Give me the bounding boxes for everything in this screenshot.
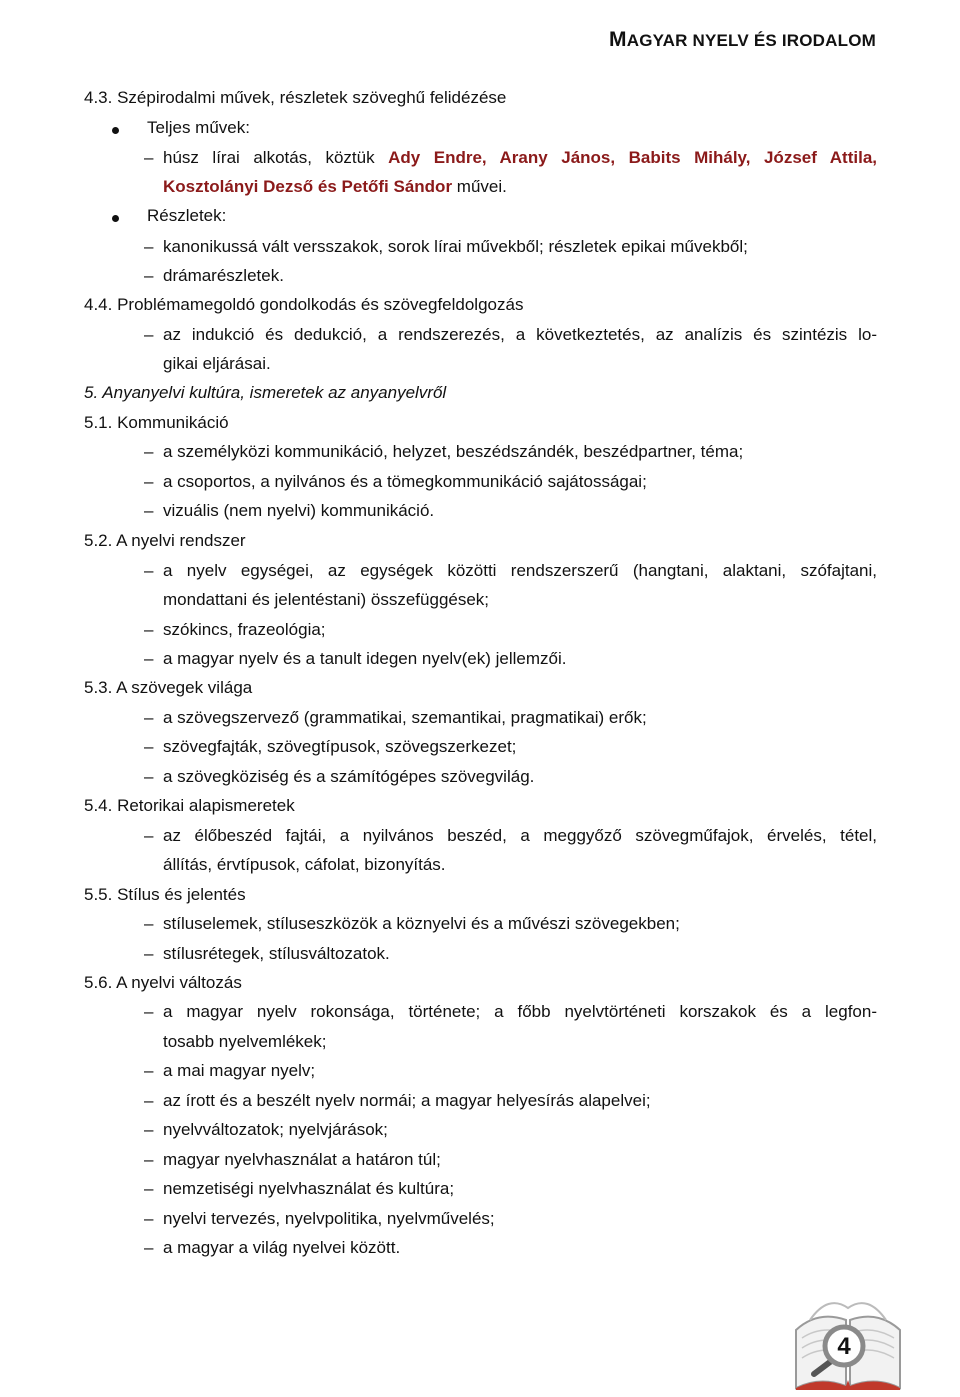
list-item: – szövegfajták, szövegtípusok, szövegszerkezet; — [144, 737, 517, 756]
list-item-continuation: állítás, érvtípusok, cáfolat, bizonyítás. — [163, 855, 446, 874]
section-heading-5-2: 5.2. A nyelvi rendszer — [84, 531, 246, 550]
running-header: MAGYAR NYELV ÉS IRODALOM — [609, 28, 876, 51]
list-item: – a szövegszervező (grammatikai, szemantikai, pragmatikai) erők; — [144, 708, 647, 727]
section-heading-5-3: 5.3. A szövegek világa — [84, 678, 253, 697]
list-item: – nyelvváltozatok; nyelvjárások; — [144, 1120, 388, 1139]
bullet-item: Részletek: — [147, 206, 227, 225]
list-item: – az indukció és dedukció, a rendszerezés, a következtetés, az analízis és szintézis lo- — [144, 325, 877, 344]
bullet-icon — [112, 215, 119, 222]
page-number-book-logo — [788, 1290, 908, 1390]
section-heading-4-4: 4.4. Problémamegoldó gondolkodás és szövegfeldolgozás — [84, 295, 524, 314]
section-heading-5: 5. Anyanyelvi kultúra, ismeretek az anyanyelvről — [84, 383, 447, 402]
list-item: – nyelvi tervezés, nyelvpolitika, nyelvművelés; — [144, 1209, 495, 1228]
bullet-item: Teljes művek: — [147, 118, 250, 137]
section-heading-4-3: 4.3. Szépirodalmi művek, részletek szöveghű felidézése — [84, 88, 507, 107]
list-item: – a mai magyar nyelv; — [144, 1061, 316, 1080]
list-item: – vizuális (nem nyelvi) kommunikáció. — [144, 501, 435, 520]
list-item: – húsz lírai alkotás, köztük Ady Endre, Arany János, Babits Mihály, József Attila, — [144, 148, 877, 167]
list-item: – nemzetiségi nyelvhasználat és kultúra; — [144, 1179, 455, 1198]
list-item: – a csoportos, a nyilvános és a tömegkommunikáció sajátosságai; — [144, 472, 647, 491]
section-heading-5-4: 5.4. Retorikai alapismeretek — [84, 796, 295, 815]
list-item-continuation: gikai eljárásai. — [163, 354, 271, 373]
section-heading-5-1: 5.1. Kommunikáció — [84, 413, 229, 432]
list-item: – drámarészletek. — [144, 266, 284, 285]
open-book-magnifier-icon — [788, 1290, 908, 1390]
list-item: – a nyelv egységei, az egységek közötti rendszerszerű (hangtani, alaktani, szófajtani, — [144, 561, 877, 580]
list-item: – az élőbeszéd fajtái, a nyilvános beszéd, a meggyőző szövegműfajok, érvelés, tétel, — [144, 826, 877, 845]
list-item-continuation: Kosztolányi Dezső és Petőfi Sándor művei. — [163, 177, 507, 196]
list-item: – a magyar nyelv és a tanult idegen nyelv(ek) jellemzői. — [144, 649, 567, 668]
list-item: – magyar nyelvhasználat a határon túl; — [144, 1150, 441, 1169]
list-item: – szókincs, frazeológia; — [144, 620, 326, 639]
bullet-icon — [112, 127, 119, 134]
list-item: – a személyközi kommunikáció, helyzet, beszédszándék, beszédpartner, téma; — [144, 442, 744, 461]
list-item: – stílusrétegek, stílusváltozatok. — [144, 944, 390, 963]
list-item-continuation: tosabb nyelvemlékek; — [163, 1032, 327, 1051]
list-item: – a szövegköziség és a számítógépes szövegvilág. — [144, 767, 535, 786]
list-item: – stíluselemek, stíluseszközök a köznyelvi és a művészi szövegekben; — [144, 914, 680, 933]
list-item: – a magyar a világ nyelvei között. — [144, 1238, 401, 1257]
section-heading-5-6: 5.6. A nyelvi változás — [84, 973, 242, 992]
list-item: – az írott és a beszélt nyelv normái; a magyar helyesírás alapelvei; — [144, 1091, 651, 1110]
list-item: – a magyar nyelv rokonsága, története; a főbb nyelvtörténeti korszakok és a legfon- — [144, 1002, 877, 1021]
section-heading-5-5: 5.5. Stílus és jelentés — [84, 885, 246, 904]
list-item-continuation: mondattani és jelentéstani) összefüggések; — [163, 590, 490, 609]
list-item: – kanonikussá vált versszakok, sorok lírai művekből; részletek epikai művekből; — [144, 237, 748, 256]
page-number: 4 — [837, 1333, 851, 1360]
